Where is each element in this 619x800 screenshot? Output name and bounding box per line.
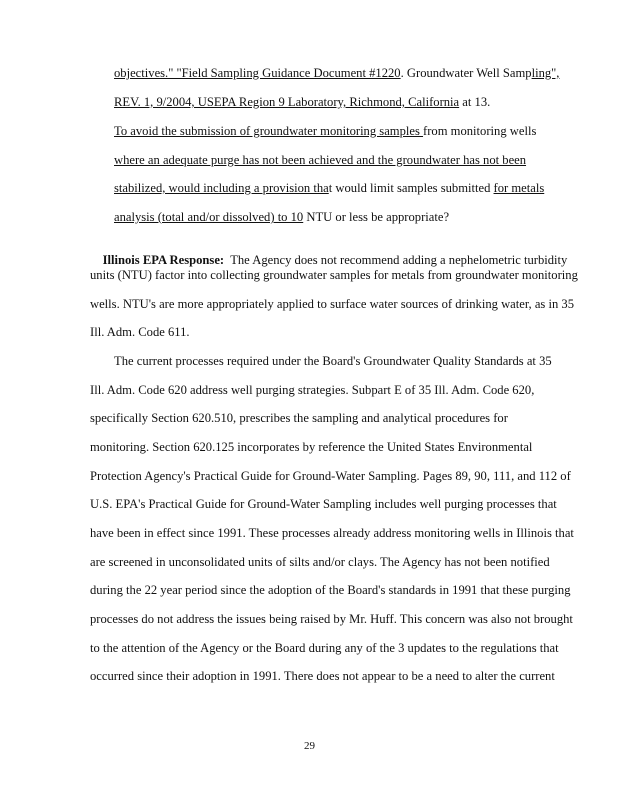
paragraph-line: monitoring. Section 620.125 incorporates by reference the United States Environmental: [90, 440, 533, 454]
quote-line: [114, 95, 490, 109]
paragraph-line: Ill. Adm. Code 620 address well purging strategies. Subpart E of 35 Ill. Adm. Code 620,: [90, 383, 535, 397]
quote-segment: where an adequate purge has not been achieved and the groundwater has not been: [114, 153, 527, 167]
quote-segment: from monitoring wells: [423, 124, 537, 138]
quote-segment: at 13.: [459, 95, 491, 109]
quote-line: [114, 124, 536, 138]
paragraph-line: specifically Section 620.510, prescribes the sampling and analytical procedures for: [90, 411, 508, 425]
paragraph-line: The current processes required under the Board's Groundwater Quality Standards at 35: [114, 354, 552, 368]
quote-line: [114, 66, 559, 80]
quote-line: [114, 181, 544, 195]
page-number: 29: [304, 740, 315, 752]
paragraph-line: U.S. EPA's Practical Guide for Ground-Water Sampling includes well purging processes that: [90, 497, 557, 511]
paragraph-line: have been in effect since 1991. These processes already address monitoring wells in Illinois that: [90, 526, 574, 540]
quote-segment: for metals: [493, 181, 545, 195]
quote-segment: To avoid the submission of groundwater monitoring samples: [114, 124, 424, 138]
quote-segment: . Groundwater Well Samp: [400, 66, 532, 80]
quote-line: [114, 210, 449, 224]
paragraph-line: are screened in unconsolidated units of silts and/or clays. The Agency has not been notified: [90, 555, 550, 569]
paragraph-line: occurred since their adoption in 1991. There does not appear to be a need to alter the current: [90, 669, 555, 683]
quote-segment: NTU or less be appropriate?: [303, 210, 450, 224]
response-line: wells. NTU's are more appropriately applied to surface water sources of drinking water, as in 35: [90, 297, 575, 311]
quote-segment: REV. 1, 9/2004, USEPA Region 9 Laboratory, Richmond, California: [114, 95, 460, 109]
response-text: The Agency does not recommend adding a nephelometric turbidity: [224, 253, 568, 267]
response-line: units (NTU) factor into collecting groundwater samples for metals from groundwater monitoring: [90, 268, 578, 282]
quote-segment: stabilized, would including a provision tha: [114, 181, 329, 195]
quote-segment: ling",: [531, 66, 560, 80]
quote-line: [114, 153, 526, 167]
quote-segment: analysis (total and/or dissolved) to 10: [114, 210, 304, 224]
paragraph-line: Protection Agency's Practical Guide for Ground-Water Sampling. Pages 89, 90, 111, and 112 of: [90, 469, 571, 483]
response-line: Ill. Adm. Code 611.: [90, 325, 190, 339]
response-label: Illinois EPA Response:: [102, 253, 225, 267]
paragraph-line: to the attention of the Agency or the Board during any of the 3 updates to the regulations that: [90, 641, 559, 655]
paragraph-line: during the 22 year period since the adoption of the Board's standards in 1991 that these purging: [90, 583, 571, 597]
quote-segment: objectives." "Field Sampling Guidance Document #1220: [114, 66, 401, 80]
quote-segment: t would limit samples submitted: [328, 181, 494, 195]
paragraph-line: processes do not address the issues being raised by Mr. Huff. This concern was also not brought: [90, 612, 573, 626]
